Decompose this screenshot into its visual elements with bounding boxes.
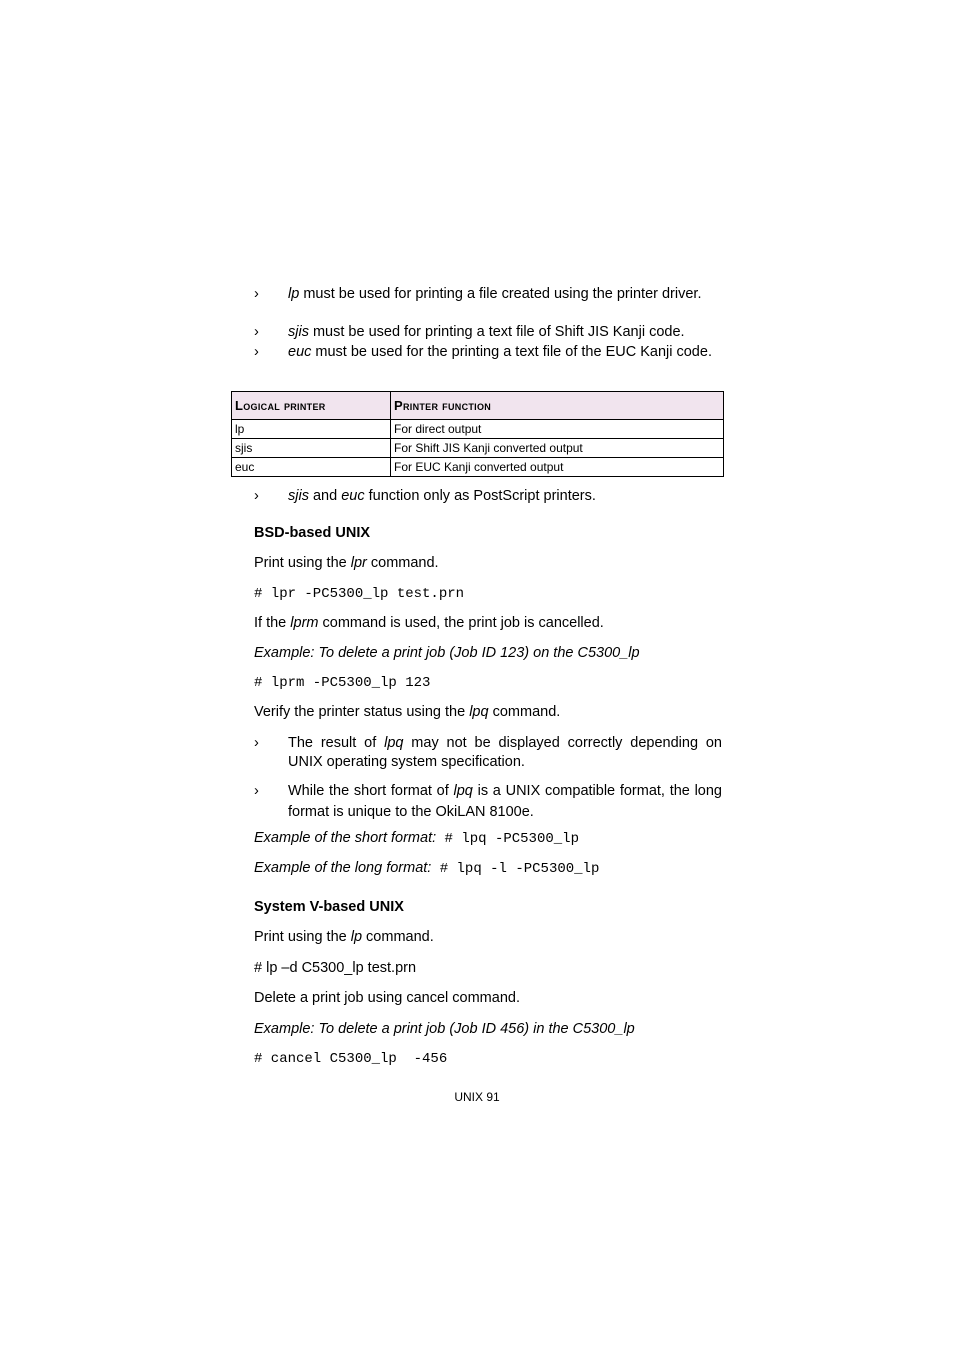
table-header-row — [232, 392, 724, 420]
bullet-text: must be used for printing a file created using the printer driver. — [299, 286, 702, 302]
note-term-sjis: sjis — [288, 488, 309, 504]
long-format-example — [254, 859, 599, 879]
sysv-delete-instruction: Delete a print job using cancel command. — [254, 990, 520, 1006]
table-cell: lp — [232, 420, 391, 439]
sysv-delete-command: # cancel C5300_lp -456 — [254, 1051, 448, 1067]
bullet-postscript-note — [254, 487, 722, 506]
text: command. — [488, 704, 561, 720]
command-name: lp — [350, 929, 363, 945]
command-name: lpq — [469, 704, 489, 720]
bullet-lp — [254, 285, 722, 304]
table-cell: sjis — [232, 439, 391, 458]
bsd-print-command: # lpr -PC5300_lp test.prn — [254, 586, 465, 602]
text: If the — [254, 615, 291, 631]
bullet-marker: › — [254, 286, 259, 302]
sysv-delete-example: Example: To delete a print job (Job ID 456) in the C5300_lp — [254, 1021, 635, 1037]
bullet-marker: › — [254, 344, 259, 360]
text: command. — [366, 555, 439, 571]
section-heading-bsd: BSD-based UNIX — [254, 525, 371, 541]
text: command. — [362, 929, 434, 945]
table-cell: For direct output — [391, 420, 724, 439]
table-row — [232, 458, 724, 477]
long-format-command: # lpq -l -PC5300_lp — [431, 861, 600, 877]
text: Verify the printer status using the — [254, 704, 470, 720]
bullet-marker: › — [254, 488, 259, 504]
bsd-delete-command: # lprm -PC5300_lp 123 — [254, 675, 431, 691]
bsd-print-instruction — [254, 554, 439, 573]
command-name: lpq — [453, 783, 473, 799]
command-name: lprm — [290, 615, 319, 631]
column-header-printer-function: Printer function — [391, 392, 724, 420]
command-name: lpr — [350, 555, 367, 571]
example-label: Example of the long format: — [254, 860, 432, 876]
note-text: function only as PostScript printers. — [364, 488, 596, 504]
bullet-marker: › — [254, 324, 259, 340]
bullet-marker: › — [254, 783, 259, 799]
text: The result of — [288, 735, 385, 751]
text: Print using the — [254, 929, 351, 945]
sysv-print-command: # lp –d C5300_lp test.prn — [254, 960, 417, 976]
bsd-delete-example: Example: To delete a print job (Job ID 123) on the C5300_lp — [254, 645, 640, 661]
bullet-text: must be used for the printing a text file of the EUC Kanji code. — [311, 344, 712, 360]
short-format-command: # lpq -PC5300_lp — [436, 831, 579, 847]
text: is a UNIX compatible format, the long format is unique to the OkiLAN 8100e. — [288, 783, 722, 820]
bullet-marker: › — [254, 735, 259, 751]
table-cell: euc — [232, 458, 391, 477]
text: While the short format of — [288, 783, 454, 799]
text: command is used, the print job is cancelled. — [318, 615, 604, 631]
sysv-print-instruction — [254, 928, 434, 947]
text: may not be displayed correctly depending on UNIX operating system specification. — [288, 735, 722, 770]
bullet-euc — [254, 343, 722, 362]
column-header-logical-printer: Logical printer — [232, 392, 391, 420]
table-row — [232, 439, 724, 458]
table-cell: For Shift JIS Kanji converted output — [391, 439, 724, 458]
bullet-lpq-format — [254, 781, 722, 823]
note-term-euc: euc — [341, 488, 365, 504]
command-name: lpq — [384, 735, 404, 751]
example-label: Example of the short format: — [254, 830, 437, 846]
table-row — [232, 420, 724, 439]
bullet-term: lp — [288, 286, 300, 302]
logical-printer-table — [231, 391, 724, 477]
short-format-example — [254, 829, 579, 849]
bullet-text: must be used for printing a text file of Shift JIS Kanji code. — [308, 324, 685, 340]
bsd-verify-instruction — [254, 703, 560, 722]
page-footer: UNIX 91 — [454, 1090, 500, 1104]
bullet-sjis — [254, 323, 722, 342]
table-cell: For EUC Kanji converted output — [391, 458, 724, 477]
bullet-term: sjis — [288, 324, 309, 340]
section-heading-sysv: System V-based UNIX — [254, 899, 404, 915]
note-text: and — [308, 488, 342, 504]
bsd-cancel-note — [254, 614, 604, 633]
text: Print using the — [254, 555, 351, 571]
bullet-lpq-display — [254, 734, 722, 772]
bullet-term: euc — [288, 344, 312, 360]
